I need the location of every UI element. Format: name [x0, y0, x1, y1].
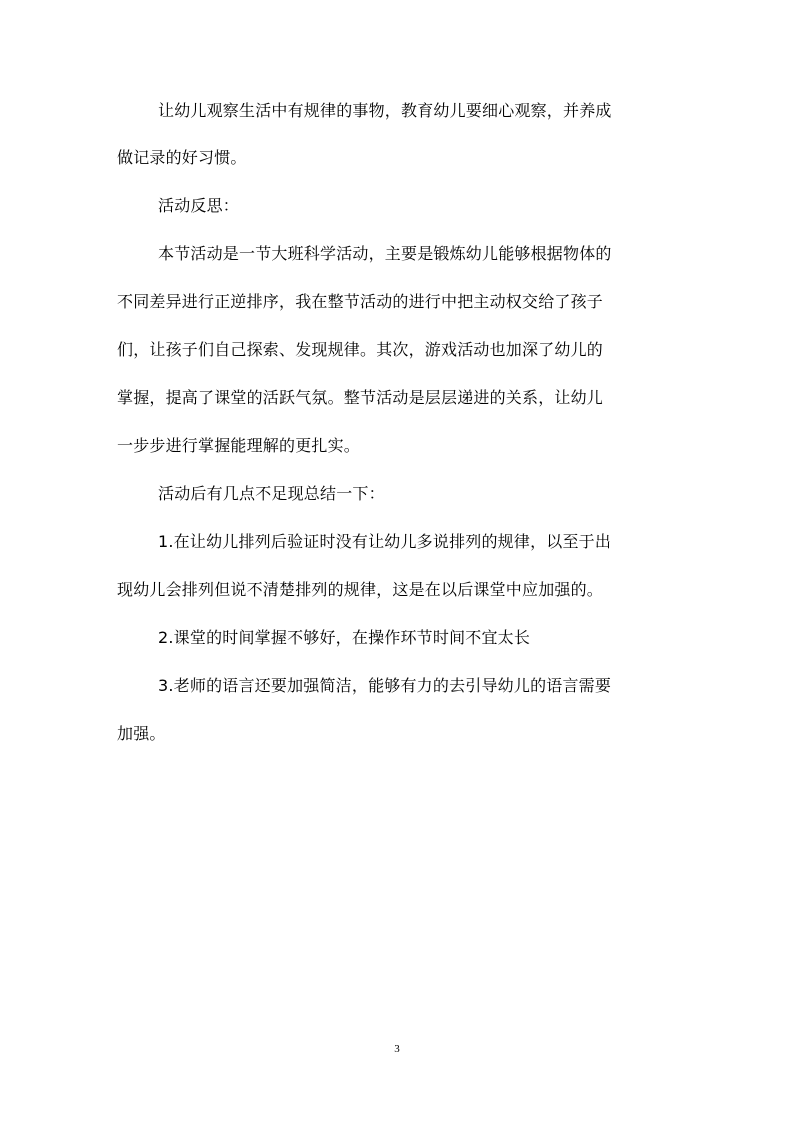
paragraph-line: 活动后有几点不足现总结一下：: [158, 484, 385, 503]
paragraph-line: 做记录的好习惯。: [117, 148, 247, 167]
list-item-line: 3.老师的语言还要加强简洁，能够有力的去引导幼儿的语言需要: [158, 676, 612, 695]
list-item-line: 加强。: [117, 724, 166, 743]
list-item-line: 2.课堂的时间掌握不够好，在操作环节时间不宜太长: [158, 628, 531, 647]
paragraph-line: 让幼儿观察生活中有规律的事物，教育幼儿要细心观察，并养成: [158, 101, 612, 120]
paragraph-line: 本节活动是一节大班科学活动，主要是锻炼幼儿能够根据物体的: [158, 244, 612, 263]
paragraph-line: 掌握，提高了课堂的活跃气氛。整节活动是层层递进的关系，让幼儿: [117, 388, 604, 407]
list-item-line: 1.在让幼儿排列后验证时没有让幼儿多说排列的规律，以至于出: [158, 532, 612, 551]
page-number: 3: [394, 1043, 400, 1055]
list-item-line: 现幼儿会排列但说不清楚排列的规律，这是在以后课堂中应加强的。: [117, 580, 604, 599]
paragraph-line: 一步步进行掌握能理解的更扎实。: [117, 436, 361, 455]
paragraph-line: 们，让孩子们自己探索、发现规律。其次，游戏活动也加深了幼儿的: [117, 340, 604, 359]
paragraph-line: 不同差异进行正逆排序，我在整节活动的进行中把主动权交给了孩子: [117, 292, 604, 311]
section-heading: 活动反思：: [158, 196, 240, 215]
